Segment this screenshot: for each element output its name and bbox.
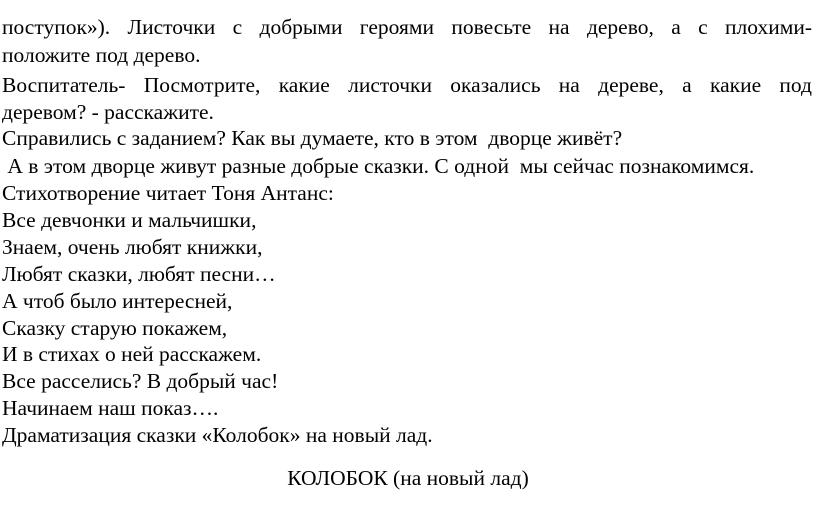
poem-line-2: Знаем, очень любят книжки, [2,235,263,259]
poem-line-8: Начинаем наш показ…. [2,396,219,420]
text-line-7: Стихотворение читает Тоня Антанс: [2,181,334,205]
text-line-4: деревом? - расскажите. [2,100,214,124]
poem-line-1: Все девчонки и мальчишки, [2,208,257,232]
poem-line-4: А чтоб было интересней, [2,289,233,313]
poem-line-5: Сказку старую покажем, [2,316,228,340]
text-line-2: положите под дерево. [2,43,201,67]
text-line-5: Справились с заданием? Как вы думаете, кто в этом дворце живёт? [2,126,623,150]
text-line-1: поступок»). Листочки с добрыми героями повесьте на дерево, а с плохими- [2,15,812,39]
story-title: КОЛОБОК (на новый лад) [287,466,529,490]
poem-line-3: Любят сказки, любят песни… [2,262,276,286]
poem-line-7: Все расселись? В добрый час! [2,369,279,393]
text-line-3: Воспитатель- Посмотрите, какие листочки оказались на дереве, а какие под [2,73,812,97]
dramatization-line: Драматизация сказки «Колобок» на новый лад. [2,423,433,447]
poem-line-6: И в стихах о ней расскажем. [2,342,262,366]
text-line-6: А в этом дворце живут разные добрые сказки. С одной мы сейчас познакомимся. [2,154,755,178]
